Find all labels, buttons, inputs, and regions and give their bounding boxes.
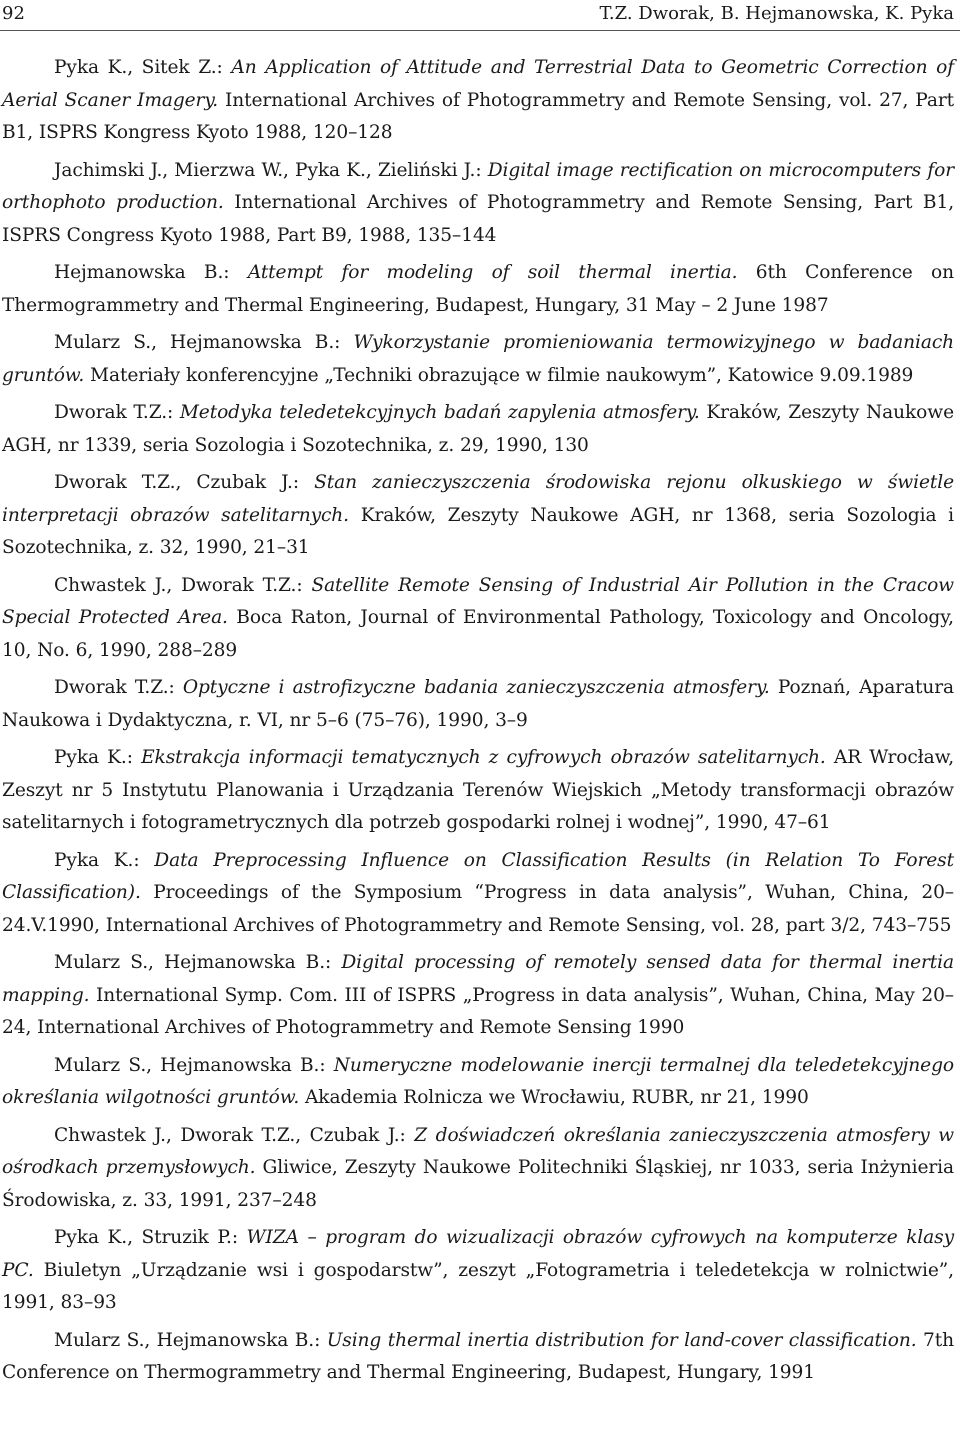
reference-authors: Chwastek J., Dworak T.Z.: xyxy=(54,574,312,596)
reference-title: Digital processing of remotely sensed data for thermal inertia mapping. xyxy=(2,952,955,1006)
reference-title: Optyczne i astrofizyczne badania zanieczyszczenia atmosfery. xyxy=(182,677,770,698)
reference-source: International Archives of Photogrammetry and Remote Sensing, vol. 27, Part B1, ISPRS Kongress Kyoto 1988, 120–128 xyxy=(2,89,954,143)
reference-title: Stan zanieczyszczenia środowiska rejonu olkuskiego w świetle interpretacji obrazów satelitarnych. xyxy=(2,472,954,526)
reference-source: AR Wrocław, Zeszyt nr 5 Instytutu Planowania i Urządzania Terenów Wiejskich „Metody transformacji obrazów satelitarnych i fotogrametrycznych dla potrzeb gospodarki rolnej i wodnej”, 1990, 47–61 xyxy=(2,747,955,833)
reference-source: Kraków, Zeszyty Naukowe AGH, nr 1339, seria Sozologia i Sozotechnika, z. 29, 1990, 130 xyxy=(2,402,954,456)
reference-entry xyxy=(2,327,954,392)
reference-entry xyxy=(2,1120,954,1218)
reference-list xyxy=(2,52,954,1395)
reference-authors: Dworak T.Z.: xyxy=(54,677,183,698)
reference-source: International Archives of Photogrammetry and Remote Sensing, Part B1, ISPRS Congress Kyoto 1988, Part B9, 1988, 135–144 xyxy=(2,192,955,246)
reference-entry xyxy=(2,1050,954,1115)
reference-entry xyxy=(2,845,954,943)
reference-authors: Pyka K., Sitek Z.: xyxy=(54,57,232,78)
reference-authors: Chwastek J., Dworak T.Z., Czubak J.: xyxy=(54,1124,415,1146)
reference-entry xyxy=(2,570,954,668)
reference-title: Using thermal inertia distribution for land-cover classification. xyxy=(326,1329,917,1351)
reference-title: WIZA – program do wizualizacji obrazów cyfrowych na komputerze klasy PC. xyxy=(2,1227,954,1281)
reference-title: An Application of Attitude and Terrestrial Data to Geometric Correction of Aerial Scaner Imagery. xyxy=(2,57,954,111)
reference-source: Gliwice, Zeszyty Naukowe Politechniki Śląskiej, nr 1033, seria Inżynieria Środowiska, z. 33, 1991, 237–248 xyxy=(2,1157,955,1211)
reference-authors: Mularz S., Hejmanowska B.: xyxy=(54,1054,334,1076)
reference-source: Proceedings of the Symposium “Progress in data analysis”, Wuhan, China, 20–24.V.1990, International Archives of Photogrammetry and Remote Sensing, vol. 28, part 3/2, 743–755 xyxy=(2,882,954,936)
reference-title: Z doświadczeń określania zanieczyszczenia atmosfery w ośrodkach przemysłowych. xyxy=(2,1124,954,1178)
reference-authors: Dworak T.Z.: xyxy=(54,402,180,423)
reference-authors: Pyka K.: xyxy=(54,849,155,871)
reference-source: Kraków, Zeszyty Naukowe AGH, nr 1368, seria Sozologia i Sozotechnika, z. 32, 1990, 21–31 xyxy=(2,504,954,558)
reference-title: Satellite Remote Sensing of Industrial Air Pollution in the Cracow Special Protected Area. xyxy=(2,574,954,628)
reference-entry xyxy=(2,467,954,565)
reference-authors: Mularz S., Hejmanowska B.: xyxy=(54,332,354,353)
reference-title: Metodyka teledetekcyjnych badań zapylenia atmosfery. xyxy=(179,402,700,423)
reference-authors: Pyka K., Struzik P.: xyxy=(54,1227,247,1248)
reference-source: International Symp. Com. III of ISPRS „Progress in data analysis”, Wuhan, China, May 20–24, International Archives of Photogrammetry and Remote Sensing 1990 xyxy=(2,984,954,1038)
reference-source: Akademia Rolnicza we Wrocławiu, RUBR, nr 21, 1990 xyxy=(299,1087,809,1108)
reference-authors: Pyka K.: xyxy=(54,747,142,768)
reference-title: Attempt for modeling of soil thermal inertia. xyxy=(247,262,738,283)
reference-source: 6th Conference on Thermogrammetry and Thermal Engineering, Budapest, Hungary, 31 May – 2 June 1987 xyxy=(2,262,954,316)
reference-authors: Mularz S., Hejmanowska B.: xyxy=(54,952,342,973)
reference-source: Boca Raton, Journal of Environmental Pathology, Toxicology and Oncology, 10, No. 6, 1990, 288–289 xyxy=(2,607,954,661)
reference-entry xyxy=(2,257,954,322)
reference-entry xyxy=(2,672,954,737)
reference-title: Digital image rectification on microcomputers for orthophoto production. xyxy=(2,159,954,213)
reference-source: Poznań, Aparatura Naukowa i Dydaktyczna, r. VI, nr 5–6 (75–76), 1990, 3–9 xyxy=(2,677,954,731)
reference-authors: Jachimski J., Mierzwa W., Pyka K., Zieliński J.: xyxy=(54,159,488,181)
reference-entry xyxy=(2,1325,954,1390)
reference-entry xyxy=(2,1222,954,1320)
reference-entry xyxy=(2,52,954,150)
page-number: 92 xyxy=(2,3,25,24)
reference-title: Wykorzystanie promieniowania termowizyjnego w badaniach gruntów. xyxy=(2,332,955,386)
running-head-authors: T.Z. Dworak, B. Hejmanowska, K. Pyka xyxy=(599,3,954,24)
reference-source: Biuletyn „Urządzanie wsi i gospodarstw”, zeszyt „Fotogrametria i teledetekcja w rolnictwie”, 1991, 83–93 xyxy=(2,1259,954,1313)
reference-authors: Dworak T.Z., Czubak J.: xyxy=(54,472,315,493)
reference-authors: Hejmanowska B.: xyxy=(54,262,248,283)
reference-entry xyxy=(2,947,954,1045)
reference-title: Data Preprocessing Influence on Classification Results (in Relation To Forest Classification). xyxy=(2,849,954,903)
reference-authors: Mularz S., Hejmanowska B.: xyxy=(54,1329,327,1351)
reference-source: Materiały konferencyjne „Techniki obrazujące w filmie naukowym”, Katowice 9.09.1989 xyxy=(84,364,914,386)
reference-title: Numeryczne modelowanie inercji termalnej dla teledetekcyjnego określania wilgotności gruntów. xyxy=(2,1054,954,1108)
reference-entry xyxy=(2,397,954,462)
reference-entry xyxy=(2,742,954,840)
reference-title: Ekstrakcja informacji tematycznych z cyfrowych obrazów satelitarnych. xyxy=(141,747,826,768)
running-header xyxy=(0,0,960,31)
reference-entry xyxy=(2,155,954,253)
reference-source: 7th Conference on Thermogrammetry and Thermal Engineering, Budapest, Hungary, 1991 xyxy=(2,1329,955,1383)
